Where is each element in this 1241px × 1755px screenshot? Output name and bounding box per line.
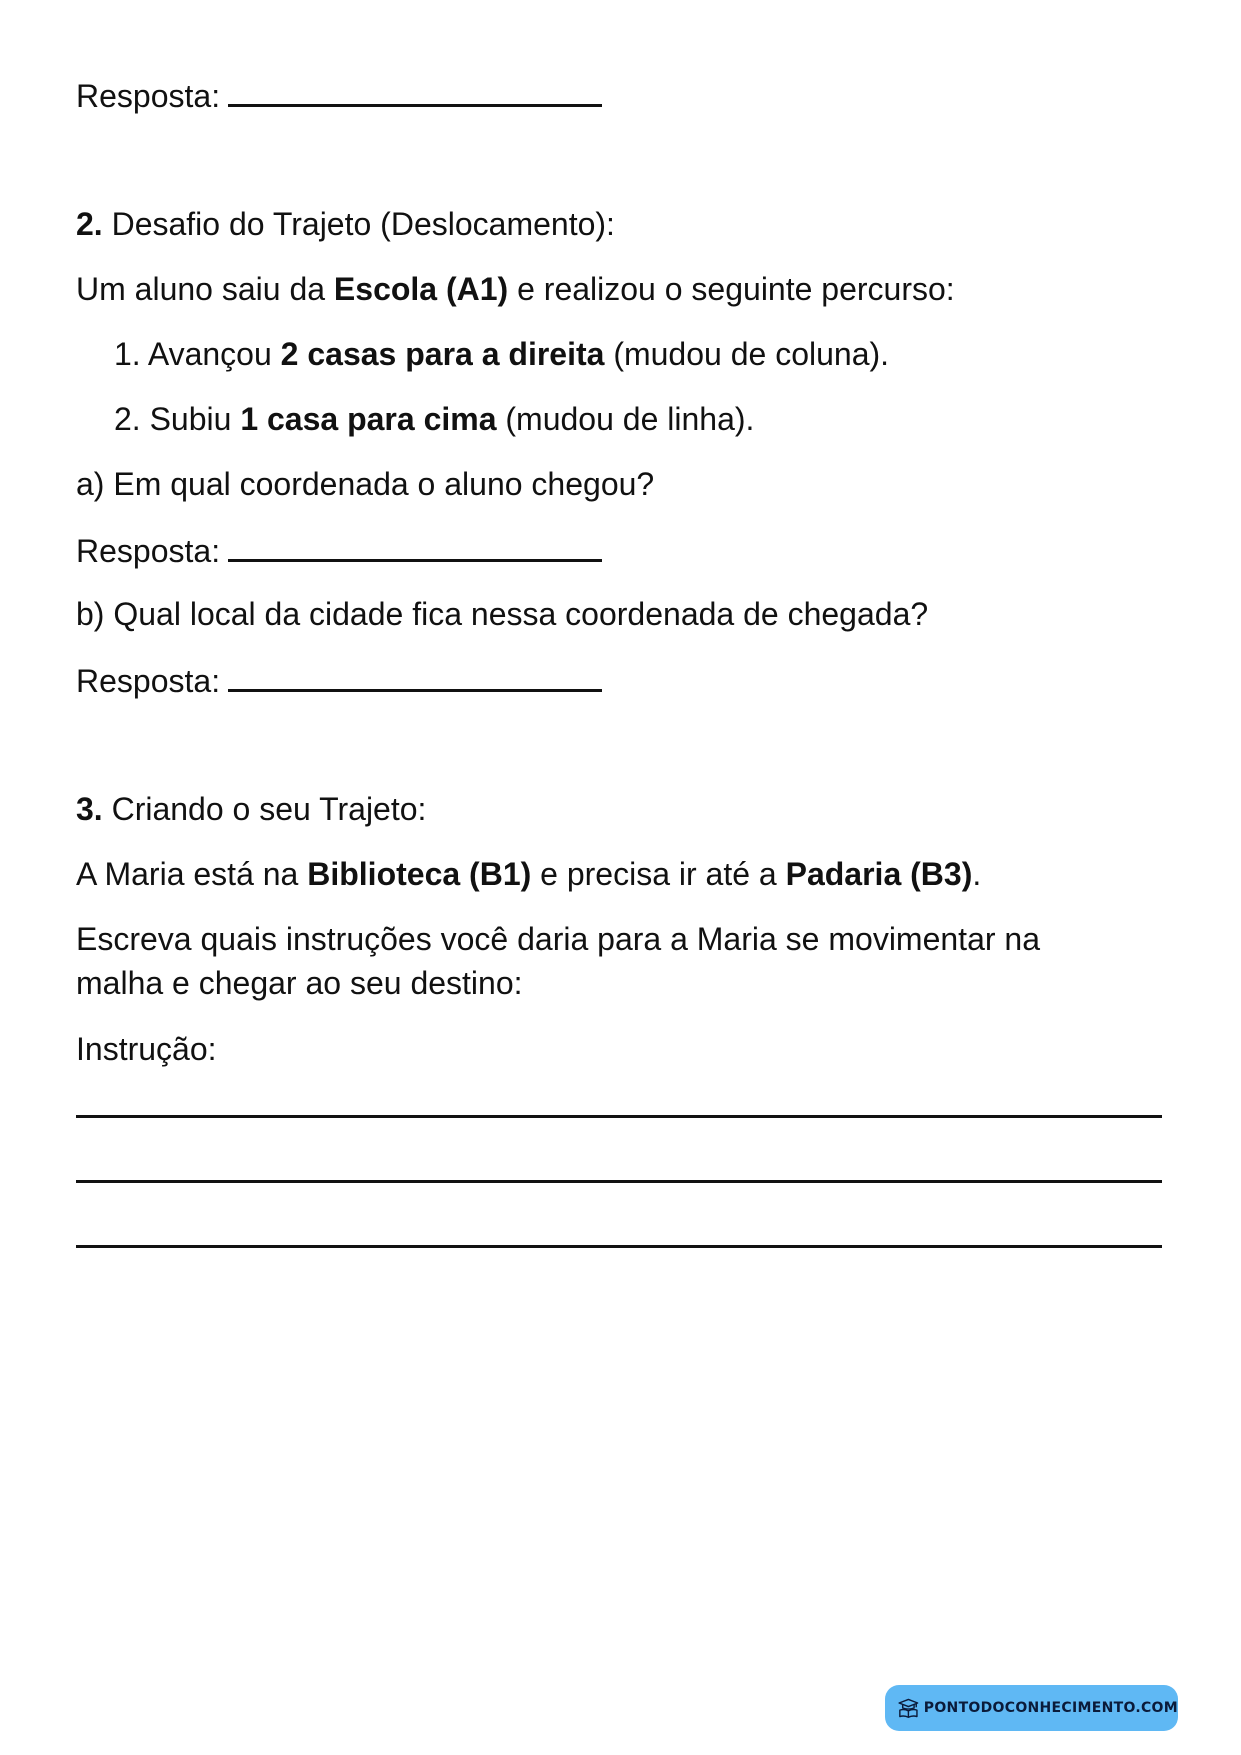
q3-intro-mid: e precisa ir até a (540, 856, 777, 892)
top-answer-line (76, 74, 602, 116)
q2-intro-bold: Escola (A1) (333, 271, 509, 307)
q3-instructions-line-2: malha e chegar ao seu destino: (76, 965, 523, 1001)
answer-blank[interactable] (228, 74, 602, 107)
q2-a-answer-line (76, 529, 602, 571)
q2-step-1 (114, 334, 889, 374)
brand-text: PONTODOCONHECIMENTO.COM (923, 1700, 1178, 1716)
step-bold: 1 casa para cima (240, 401, 497, 437)
step-post: (mudou de linha). (505, 401, 755, 437)
q3-title (76, 789, 426, 829)
step-pre: Subiu (149, 401, 232, 437)
q3-title-text: Criando o seu Trajeto: (111, 791, 427, 827)
writing-line[interactable] (76, 1115, 1162, 1118)
q2-b-question: b) Qual local da cidade fica nessa coordenada de chegada? (76, 596, 929, 632)
q2-title-text: Desafio do Trajeto (Deslocamento): (111, 206, 615, 242)
q2-intro-pre: Um aluno saiu da (76, 271, 326, 307)
q2-number: 2. (76, 206, 103, 242)
q2-a-question: a) Em qual coordenada o aluno chegou? (76, 466, 655, 502)
q3-bold-bakery: Padaria (B3) (785, 856, 973, 892)
answer-label: Resposta: (76, 78, 221, 114)
q3-instruction-label: Instrução: (76, 1031, 217, 1067)
q3-intro (76, 854, 981, 894)
q3-instructions-line-1: Escreva quais instruções você daria para a Maria se movimentar na (76, 921, 1040, 957)
writing-line[interactable] (76, 1245, 1162, 1248)
q2-title (76, 204, 615, 244)
answer-label: Resposta: (76, 663, 221, 699)
step-number: 1. (114, 336, 141, 372)
q3-number: 3. (76, 791, 103, 827)
q2-intro-post: e realizou o seguinte percurso: (517, 271, 955, 307)
q3-intro-pre: A Maria está na (76, 856, 299, 892)
answer-label: Resposta: (76, 533, 221, 569)
step-pre: Avançou (147, 336, 272, 372)
q2-step-2 (114, 399, 754, 439)
step-number: 2. (114, 401, 141, 437)
graduation-book-icon (897, 1692, 920, 1724)
q2-intro (76, 269, 955, 309)
site-badge (885, 1685, 1178, 1731)
q3-intro-post: . (972, 856, 982, 892)
q2-b-answer-line (76, 659, 602, 701)
q3-bold-library: Biblioteca (B1) (307, 856, 532, 892)
answer-blank[interactable] (228, 659, 602, 692)
step-post: (mudou de coluna). (613, 336, 890, 372)
step-bold: 2 casas para a direita (280, 336, 605, 372)
answer-blank[interactable] (228, 529, 602, 562)
writing-line[interactable] (76, 1180, 1162, 1183)
